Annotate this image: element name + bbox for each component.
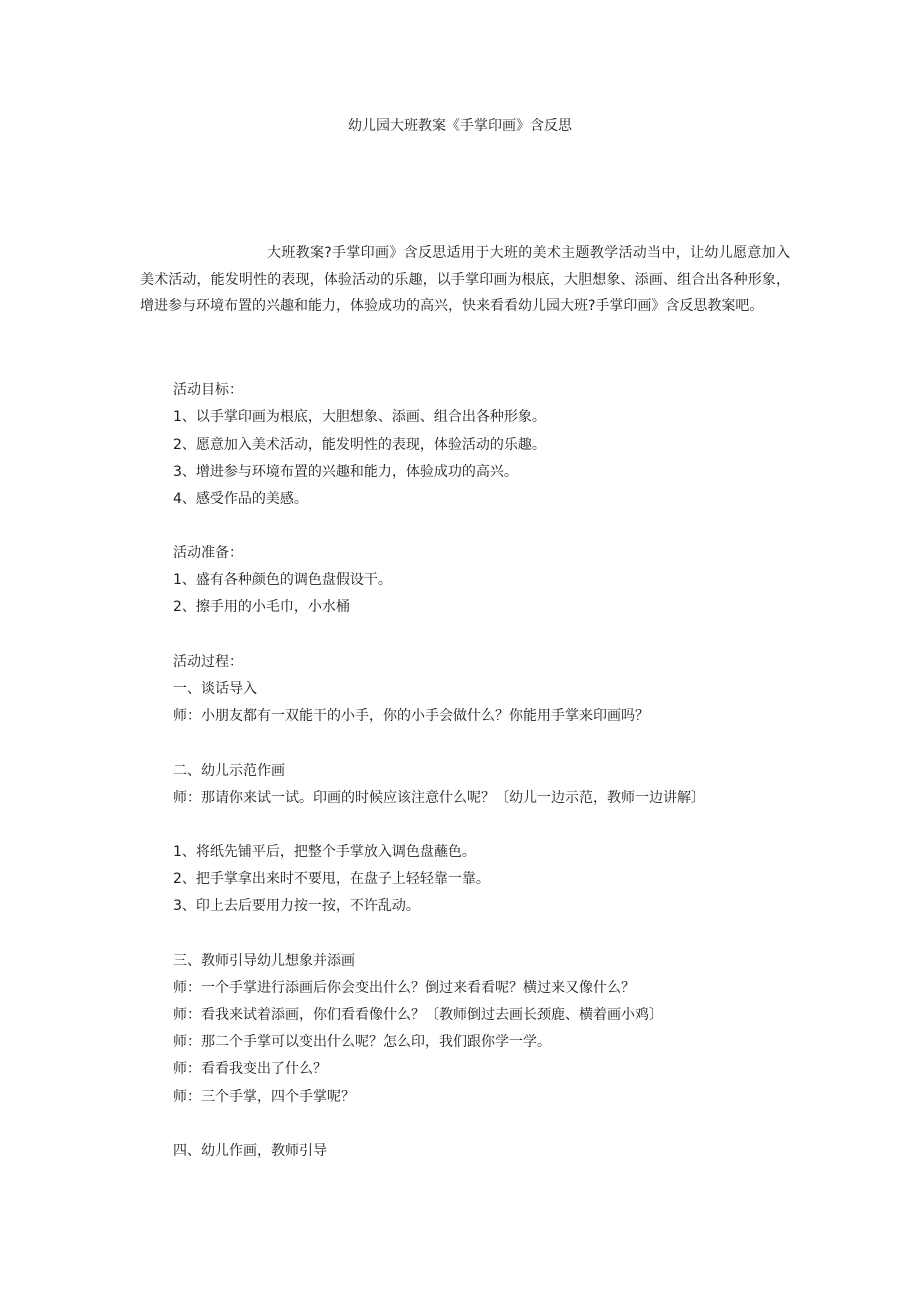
dialogue-line: 师：三个手掌，四个手掌呢？ [173, 1089, 355, 1105]
goals-heading: 活动目标： [173, 382, 243, 398]
process-heading: 活动过程： [173, 654, 243, 670]
goal-item: 1、以手掌印画为根底，大胆想象、添画、组合出各种形象。 [173, 409, 546, 425]
intro-paragraph: 大班教案?手掌印画》含反思适用于大班的美术主题教学活动当中，让幼儿愿意加入美术活动，能发明性的表现，体验活动的乐趣，以手掌印画为根底，大胆想象、添画、组合出各种形象，增进参与环境布置的兴趣和能力，体验成功的高兴，快来看看幼儿园大班?手掌印画》含反思教案吧。 [140, 245, 790, 314]
prep-item: 2、擦手用的小毛巾，小水桶 [173, 599, 350, 615]
section-title: 四、幼儿作画，教师引导 [173, 1143, 327, 1159]
prep-item: 1、盛有各种颜色的调色盘假设干。 [173, 572, 392, 588]
goal-item: 3、增进参与环境布置的兴趣和能力，体验成功的高兴。 [173, 464, 518, 480]
dialogue-line: 师：看我来试着添画，你们看看像什么？〔教师倒过去画长颈鹿、横着画小鸡〕 [173, 1007, 663, 1023]
goal-item: 4、感受作品的美感。 [173, 491, 308, 507]
dialogue-line: 师：一个手掌进行添画后你会变出什么？倒过来看看呢？横过来又像什么？ [173, 980, 635, 996]
section-title: 三、教师引导幼儿想象并添画 [173, 953, 355, 969]
step-item: 2、把手掌拿出来时不要甩，在盘子上轻轻靠一靠。 [173, 871, 490, 887]
dialogue-line: 师：小朋友都有一双能干的小手，你的小手会做什么？你能用手掌来印画吗？ [173, 708, 649, 724]
section-title: 二、幼儿示范作画 [173, 763, 285, 779]
dialogue-line: 师：看看我变出了什么？ [173, 1061, 327, 1077]
document-title: 幼儿园大班教案《手掌印画》含反思 [348, 118, 572, 134]
step-item: 1、将纸先铺平后，把整个手掌放入调色盘蘸色。 [173, 844, 476, 860]
goal-item: 2、愿意加入美术活动，能发明性的表现，体验活动的乐趣。 [173, 437, 546, 453]
prep-heading: 活动准备： [173, 545, 243, 561]
section-title: 一、谈话导入 [173, 681, 257, 697]
step-item: 3、印上去后要用力按一按，不许乱动。 [173, 898, 420, 914]
dialogue-line: 师：那请你来试一试。印画的时候应该注意什么呢？〔幼儿一边示范，教师一边讲解〕 [173, 790, 705, 806]
dialogue-line: 师：那二个手掌可以变出什么呢？怎么印，我们跟你学一学。 [173, 1034, 551, 1050]
